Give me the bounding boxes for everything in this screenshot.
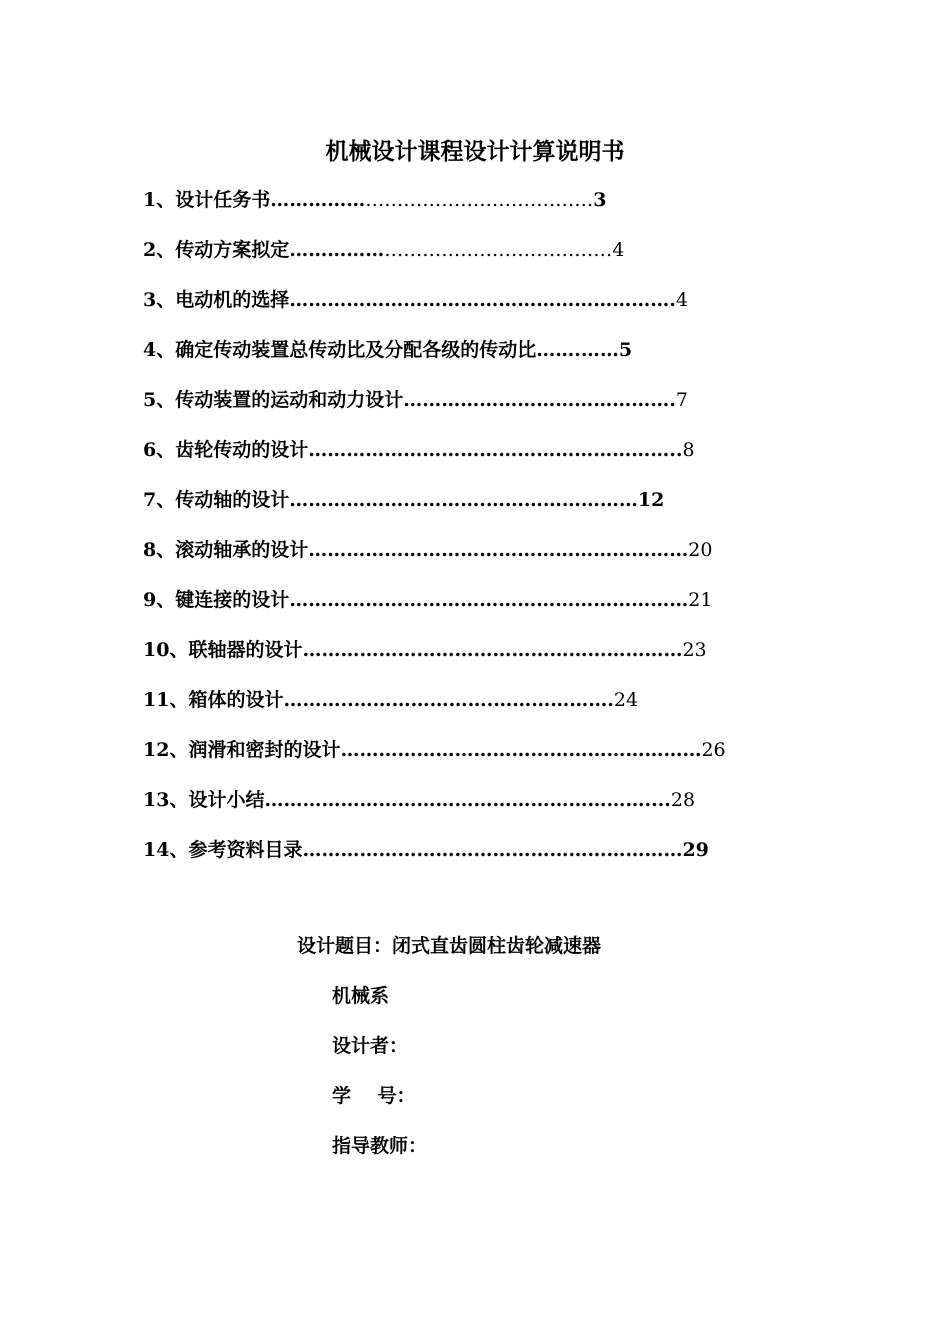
- toc-entry-label: 14、参考资料目录: [143, 839, 303, 861]
- toc-page-number: 12: [637, 489, 665, 511]
- toc-entry-label: 7、传动轴的设计: [143, 489, 290, 511]
- toc-entry[interactable]: [143, 234, 783, 284]
- toc-leader: ..: [669, 439, 683, 461]
- toc-entry-label: 12、润滑和密封的设计: [143, 739, 341, 761]
- toc-leader: ………………………………………………………: [289, 589, 689, 611]
- toc-leader: ……………………………………………………: [302, 839, 683, 861]
- toc-entry[interactable]: [143, 334, 783, 384]
- toc-page-number: 28: [670, 789, 696, 811]
- toc-leader: .……………………: [479, 489, 638, 511]
- toc-page-number: 29: [682, 839, 709, 861]
- toc-leader: ……………: [289, 239, 385, 261]
- toc-leader: …………………………………………………: [340, 739, 702, 761]
- toc-page-number: 7: [675, 389, 688, 411]
- toc-page-number: 26: [701, 739, 726, 761]
- toc-entry[interactable]: [143, 484, 783, 534]
- toc-leader: …………………………………………………: [308, 439, 670, 461]
- toc-entry-label: 2、传动方案拟定: [143, 239, 290, 261]
- toc-page-number: 3: [593, 189, 607, 211]
- toc-leader: .……: [574, 339, 619, 361]
- toc-page-number: 8: [682, 439, 695, 461]
- toc-entry[interactable]: [143, 784, 783, 834]
- toc-entry[interactable]: [143, 634, 783, 684]
- toc-leader: ……………………………………………………: [264, 789, 645, 811]
- toc-leader: .: [669, 389, 676, 411]
- toc-entry-label: 11、箱体的设计: [143, 689, 284, 711]
- toc-entry-label: 3、电动机的选择: [143, 289, 290, 311]
- toc-leader: ……………………………………………………: [289, 289, 670, 311]
- toc-leader: …………………………: [289, 489, 480, 511]
- toc-leader: .: [669, 289, 676, 311]
- toc-entry[interactable]: [143, 534, 783, 584]
- toc-page-number: 24: [613, 689, 639, 711]
- toc-leader: ……………………………………………………: [302, 639, 683, 661]
- toc-leader: ………: [283, 689, 341, 711]
- toc-leader: ……: [536, 339, 575, 361]
- toc-leader: ………………………………: [365, 189, 594, 211]
- toc-page-number: 20: [688, 539, 713, 561]
- toc-entry[interactable]: [143, 184, 783, 234]
- toc-page-number: 4: [675, 289, 688, 311]
- toc-entry[interactable]: [143, 734, 783, 784]
- toc-entry-label: 10、联轴器的设计: [143, 639, 303, 661]
- toc-leader: ....: [644, 789, 671, 811]
- toc-entry-label: 5、传动装置的运动和动力设计: [143, 389, 404, 411]
- toc-page-number: 21: [688, 589, 713, 611]
- toc-leader: ………………………………: [384, 239, 613, 261]
- toc-entry-label: 4、确定传动装置总传动比及分配各级的传动比: [143, 339, 537, 361]
- toc-page-number: 5: [618, 339, 633, 361]
- department-label: 机械系: [332, 985, 390, 1007]
- toc-entry[interactable]: [143, 834, 783, 884]
- toc-leader: ……………………………………………………: [308, 539, 689, 561]
- toc-entry[interactable]: [143, 584, 783, 634]
- design-subject: 设计题目：闭式直齿圆柱齿轮减速器: [297, 935, 602, 957]
- toc-entry-label: 13、设计小结: [143, 789, 265, 811]
- toc-entry-label: 9、键连接的设计: [143, 589, 290, 611]
- table-of-contents: [143, 184, 783, 884]
- toc-page-number: 4: [612, 239, 625, 261]
- toc-entry-label: 8、滚动轴承的设计: [143, 539, 309, 561]
- toc-entry-label: 1、设计任务书: [143, 189, 271, 211]
- toc-page-number: 23: [682, 639, 707, 661]
- designer-field: 设计者：: [332, 1035, 409, 1057]
- toc-entry[interactable]: [143, 384, 783, 434]
- toc-leader: ..………………….……………….: [340, 689, 614, 711]
- document-title: 机械设计课程设计计算说明书: [325, 138, 625, 165]
- toc-entry[interactable]: [143, 684, 783, 734]
- toc-leader: ……………: [270, 189, 366, 211]
- student-id-field: 学 号：: [332, 1085, 416, 1107]
- toc-entry-label: 6、齿轮传动的设计: [143, 439, 309, 461]
- toc-leader: ……………………………………: [403, 389, 670, 411]
- toc-entry[interactable]: [143, 434, 783, 484]
- instructor-field: 指导教师：: [332, 1135, 428, 1157]
- toc-entry[interactable]: [143, 284, 783, 334]
